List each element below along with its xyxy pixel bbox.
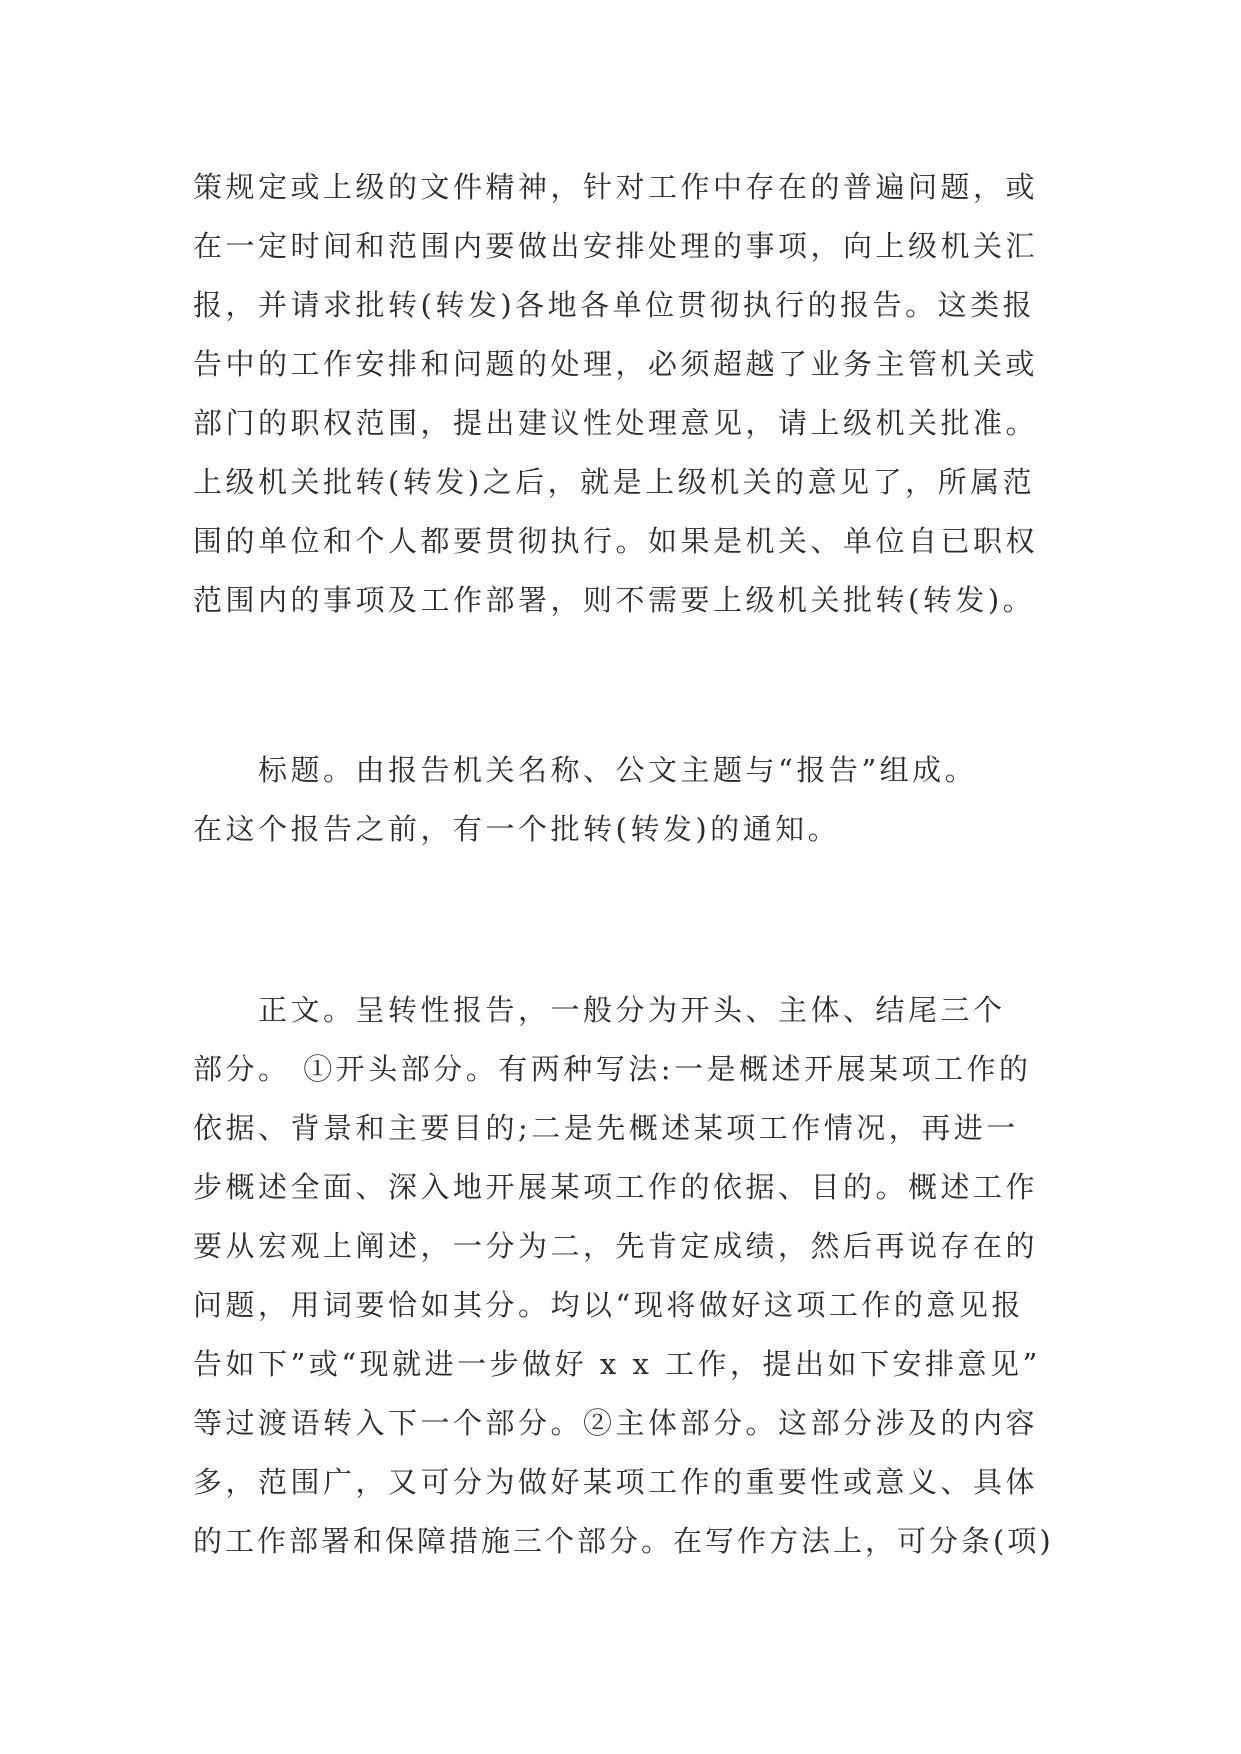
text-line: 标题。由报告机关名称、公文主题与“报告”组成。 [193, 753, 978, 787]
text-line: 报，并请求批转(转发)各地各单位贯彻执行的报告。这类报 [193, 288, 1036, 322]
text-line: 问题，用词要恰如其分。均以“现将做好这项工作的意见报 [193, 1288, 1024, 1322]
text-line: 上级机关批转(转发)之后，就是上级机关的意见了，所属范 [193, 465, 1036, 499]
text-line: 在这个报告之前，有一个批转(转发)的通知。 [193, 812, 841, 846]
text-line: 告中的工作安排和问题的处理，必须超越了业务主管机关或 [193, 347, 1039, 381]
text-line: 告如下”或“现就进一步做好 x x 工作，提出如下安排意见” [193, 1347, 1041, 1381]
text-line: 范围内的事项及工作部署，则不需要上级机关批转(转发)。 [193, 583, 1036, 617]
text-line: 围的单位和个人都要贯彻执行。如果是机关、单位自已职权 [193, 524, 1039, 558]
text-line: 的工作部署和保障措施三个部分。在写作方法上，可分条(项) [193, 1524, 1054, 1558]
paragraph-title-section [193, 741, 1058, 859]
text-line: 等过渡语转入下一个部分。②主体部分。这部分涉及的内容 [193, 1406, 1039, 1440]
text-line: 在一定时间和范围内要做出安排处理的事项，向上级机关汇 [193, 229, 1039, 263]
text-line: 依据、背景和主要目的;二是先概述某项工作情况，再进一 [193, 1111, 1019, 1145]
text-line: 正文。呈转性报告，一般分为开头、主体、结尾三个 [193, 993, 1006, 1027]
paragraph-report-definition [193, 158, 1058, 630]
text-line: 策规定或上级的文件精神，针对工作中存在的普遍问题，或 [193, 170, 1039, 204]
text-line: 步概述全面、深入地开展某项工作的依据、目的。概述工作 [193, 1170, 1039, 1204]
text-line: 部门的职权范围，提出建议性处理意见，请上级机关批准。 [193, 406, 1039, 440]
text-line: 部分。 ①开头部分。有两种写法:一是概述开展某项工作的 [193, 1052, 1032, 1086]
text-line: 要从宏观上阐述，一分为二，先肯定成绩，然后再说存在的 [193, 1229, 1039, 1263]
paragraph-body-section [193, 981, 1058, 1571]
text-line: 多，范围广，又可分为做好某项工作的重要性或意义、具体 [193, 1465, 1039, 1499]
